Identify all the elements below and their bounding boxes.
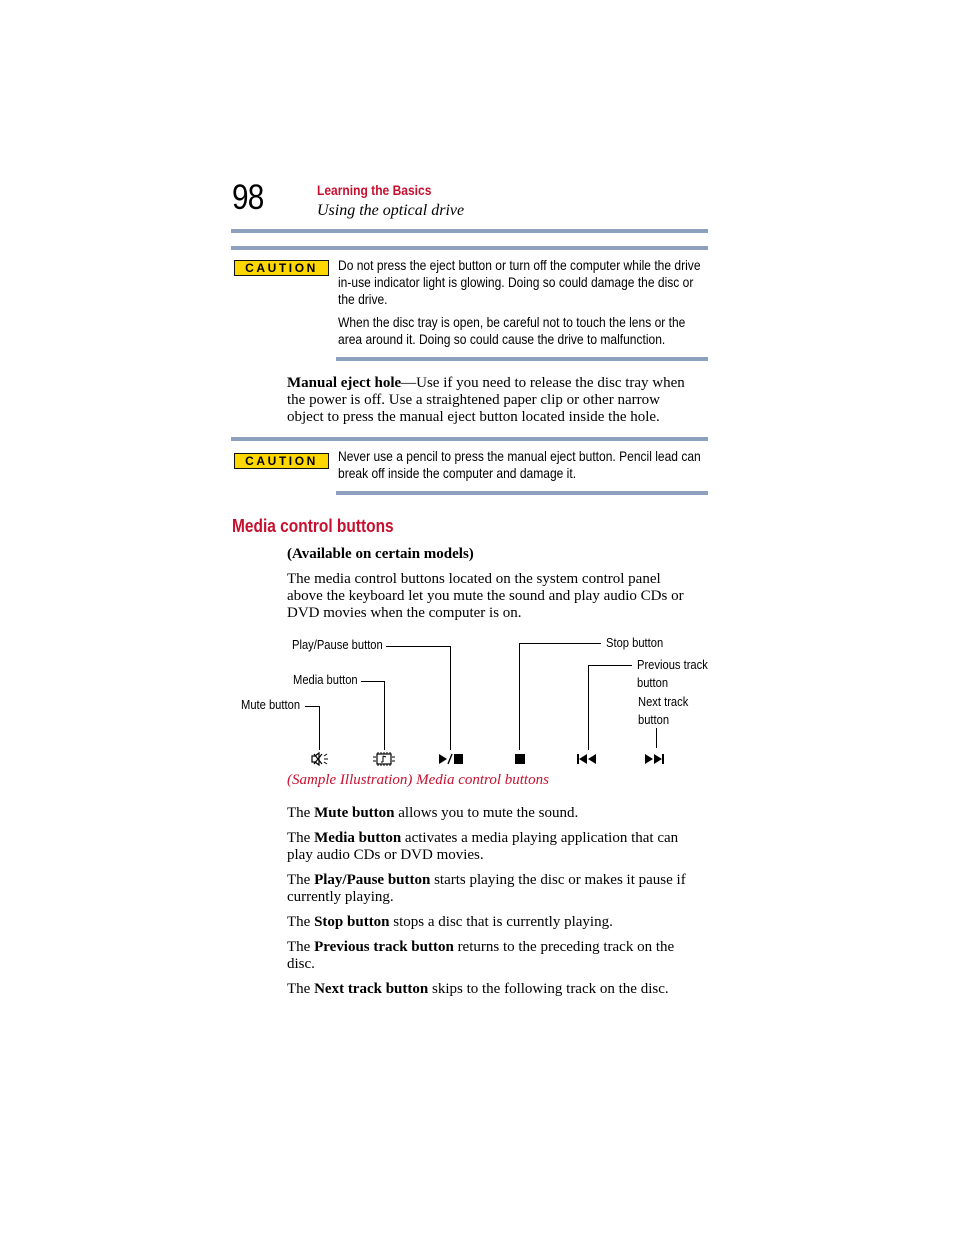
caution1-line: When the disc tray is open, be careful not to touch the lens or the [338,314,686,330]
next-track-label: Next track button [638,694,689,727]
play-pause-description: The Play/Pause button starts playing the disc or makes it pause if currently playing. [287,872,686,906]
caution2-line: Never use a pencil to press the manual eject button. Pencil lead can [338,448,701,464]
caution1-line: Do not press the eject button or turn off the computer while the drive [338,257,701,273]
caution1-text [338,257,701,348]
previous-track-icon [576,752,598,766]
previous-track-term: Previous track button [314,939,454,955]
previous-track-leader [588,665,632,666]
next-track-leader [656,728,657,748]
caution-badge: CAUTION [234,260,329,276]
caution1-bottom-rule [336,357,708,361]
figure-caption: (Sample Illustration) Media control buttons [287,772,549,788]
mute-label: Mute button [241,697,301,712]
previous-track-description: The Previous track button returns to the preceding track on the disc. [287,939,675,973]
play-pause-icon [438,752,464,766]
previous-track-label: Previous track button [637,657,708,690]
caution1-line: area around it. Doing so could cause the drive to malfunction. [338,331,666,347]
section-heading: Media control buttons [232,516,394,536]
manual-eject-text: the power is off. Use a straightened paper clip or other narrow [287,392,660,409]
media-intro-line: DVD movies when the computer is on. [287,605,522,622]
media-intro-line: The media control buttons located on the system control panel [287,571,661,587]
section-title: Using the optical drive [317,202,465,219]
chapter-title: Learning the Basics [317,182,432,198]
media-icon [372,751,396,767]
next-track-icon [644,752,666,766]
header-rule [231,229,708,233]
play-pause-leader [386,646,451,647]
caution1-top-rule [231,246,708,250]
media-intro-paragraph [287,571,707,623]
manual-eject-term: Manual eject hole [287,375,402,391]
media-label: Media button [293,672,358,687]
caution2-bottom-rule [336,491,708,495]
mute-description: The Mute button allows you to mute the sound. [287,805,579,821]
caution1-line: the drive. [338,291,388,307]
stop-description: The Stop button stops a disc that is currently playing. [287,914,613,930]
mute-icon [309,751,331,767]
stop-label: Stop button [606,635,664,650]
play-pause-label: Play/Pause button [292,637,383,652]
stop-term: Stop button [314,914,390,930]
caution2-text [338,448,701,482]
media-term: Media button [314,830,402,846]
mute-leader [319,706,320,750]
page-number: 98 [232,178,264,217]
next-track-description: The Next track button skips to the following track on the disc. [287,981,669,997]
stop-leader [519,643,601,644]
play-pause-leader [450,646,451,750]
previous-track-leader [588,665,589,750]
caution2-top-rule [231,437,708,441]
stop-leader [519,643,520,750]
next-track-term: Next track button [314,981,429,997]
caution-badge: CAUTION [234,453,329,469]
manual-eject-paragraph [287,375,707,427]
manual-eject-text: —Use if you need to release the disc tray when [401,375,685,391]
mute-term: Mute button [314,805,395,821]
caution2-line: break off inside the computer and damage it. [338,465,577,481]
manual-eject-text: object to press the manual eject button located inside the hole. [287,409,660,426]
media-leader [361,681,385,682]
mute-leader [305,706,320,707]
availability-note: (Available on certain models) [287,546,474,562]
play-pause-term: Play/Pause button [314,872,431,888]
media-leader [384,681,385,750]
caution1-line: in-use indicator light is glowing. Doing so could damage the disc or [338,274,694,290]
stop-icon [513,752,527,766]
media-description: The Media button activates a media playing application that can play audio CDs or DVD movies. [287,830,679,864]
media-intro-line: above the keyboard let you mute the sound and play audio CDs or [287,588,684,605]
